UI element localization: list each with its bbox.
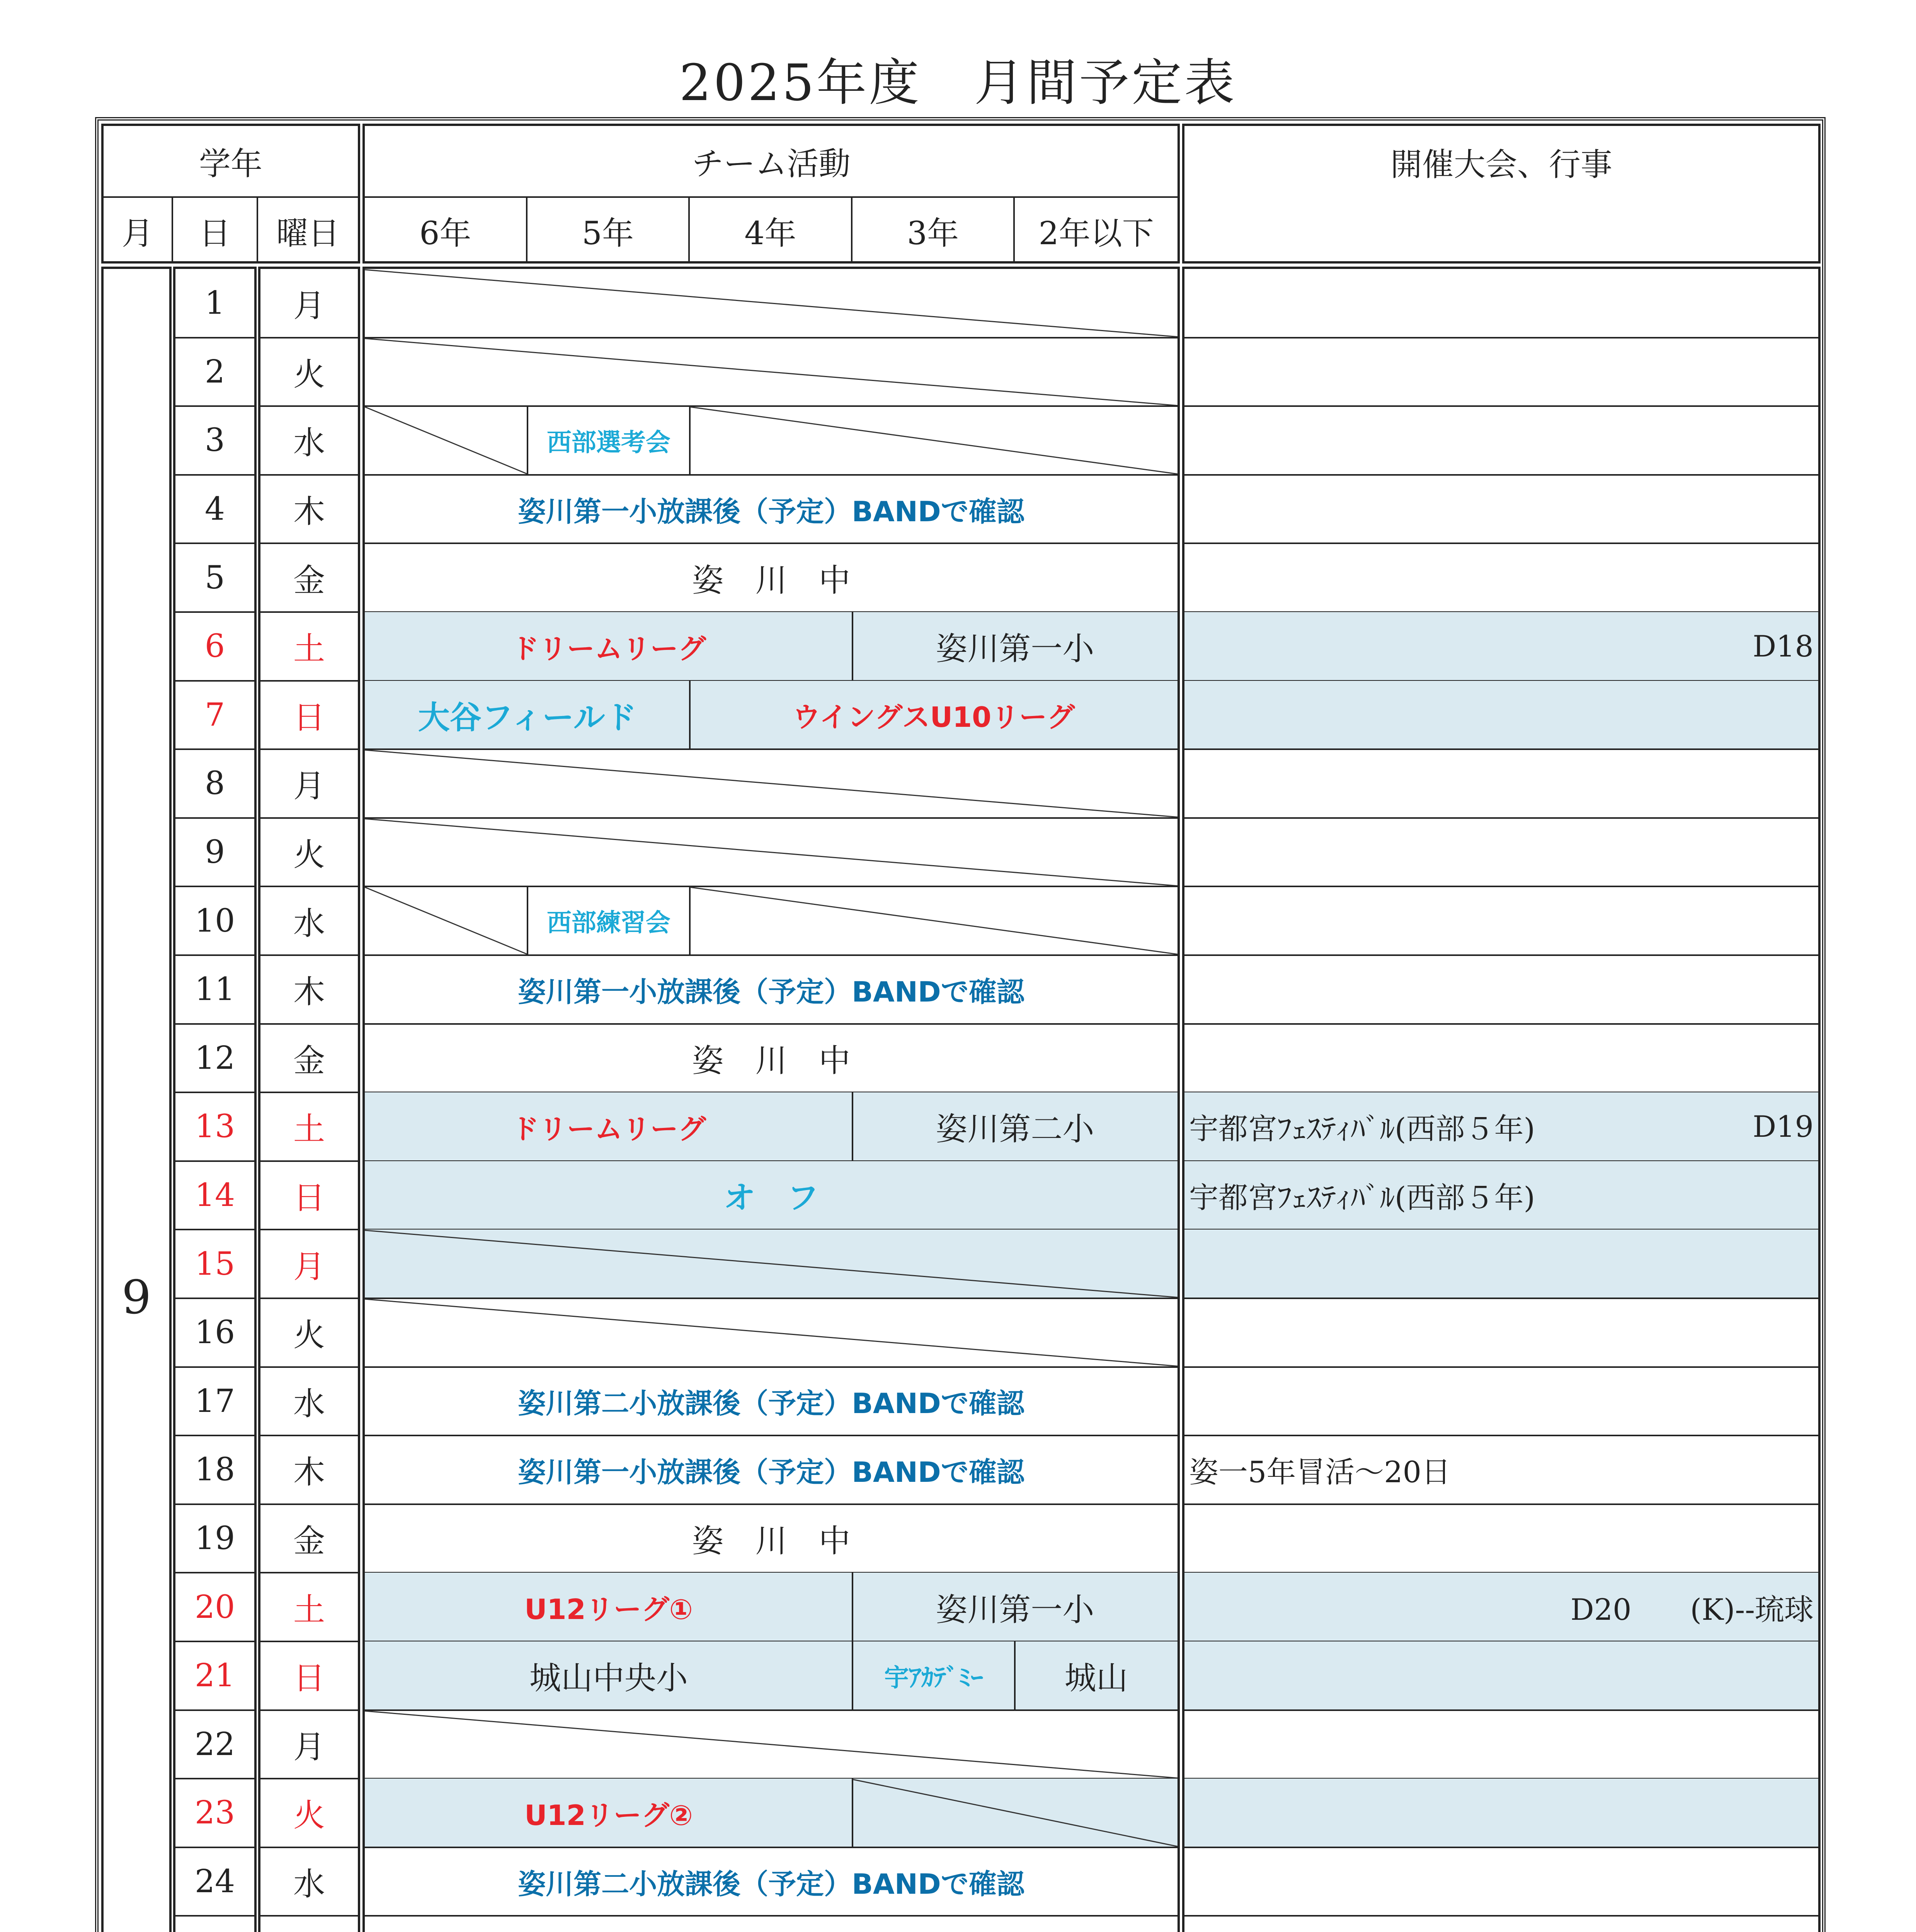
team-activity: 姿 川 中 (692, 1042, 851, 1079)
team-activity: U12リーグ② (524, 1799, 693, 1832)
day-cell: 6 (204, 628, 225, 665)
weekday-cell: 水 (293, 905, 325, 942)
header-team-box (362, 124, 1180, 264)
team-activity: 姿川第一小放課後（予定）BANDで確認 (518, 1456, 1024, 1488)
header-weekday: 曜日 (276, 215, 340, 252)
weekday-cell (260, 1916, 358, 1932)
header-events: 開催大会、行事 (1390, 146, 1612, 183)
team-activity: 姿川第二小放課後（予定）BANDで確認 (518, 1387, 1024, 1420)
day-cell: 1 (204, 285, 225, 322)
weekday-cell: 日 (293, 699, 325, 736)
header-grade-5: 2年以下 (1038, 215, 1154, 252)
day-cell: 10 (194, 902, 235, 939)
weekday-cell: 土 (293, 631, 325, 668)
team-activity: 姿川第一小 (936, 631, 1094, 668)
day-cell: 11 (194, 971, 235, 1008)
team-activity: U12リーグ① (524, 1593, 693, 1626)
event-text: 姿一5年冒活～20日 (1189, 1455, 1451, 1490)
event-text: 宇都宮ﾌｪｽﾃｨﾊﾞﾙ(西部５年) (1189, 1112, 1535, 1146)
row-divider (1182, 1298, 1821, 1299)
day-cell: 9 (204, 834, 225, 871)
page-title: 2025年度 月間予定表 (679, 53, 1237, 112)
day-cell: 8 (204, 765, 225, 802)
day-cell: 15 (194, 1245, 235, 1282)
weekday-cell: 月 (293, 1728, 325, 1765)
day-cell: 4 (204, 491, 225, 528)
team-activity: 城山 (1064, 1660, 1128, 1697)
row-divider (1182, 748, 1821, 750)
weekday-cell: 水 (293, 1385, 325, 1422)
weekday-cell: 火 (293, 356, 325, 393)
team-activity: 宇ｱｶﾃﾞﾐｰ (884, 1663, 984, 1692)
event-code: D20 (K)--琉球 (1570, 1592, 1814, 1627)
day-cell: 21 (194, 1657, 235, 1694)
team-activity: 城山中央小 (529, 1660, 688, 1697)
day-cell: 23 (194, 1794, 235, 1832)
no-activity-slash (853, 1779, 1178, 1847)
no-activity-slash (365, 818, 1178, 887)
month-box (101, 267, 172, 1932)
team-activity: 姿川第一小放課後（予定）BANDで確認 (518, 975, 1024, 1008)
segment-divider (1014, 1641, 1016, 1710)
team-activity: ドリームリーグ (511, 1112, 706, 1145)
no-activity-slash (365, 1298, 1178, 1367)
day-cell: 22 (194, 1726, 235, 1763)
day-cell: 12 (194, 1039, 235, 1077)
row-divider (1182, 1915, 1821, 1917)
event-code: D19 (1753, 1109, 1814, 1144)
team-activity: ウイングスU10リーグ (792, 701, 1075, 734)
header-month: 月 (104, 198, 173, 264)
row-divider (1182, 817, 1821, 819)
day-cell: 17 (194, 1383, 235, 1420)
weekday-cell: 金 (293, 1042, 325, 1079)
row-divider (1182, 886, 1821, 887)
weekday-cell: 日 (293, 1660, 325, 1697)
row-divider (1182, 543, 1821, 544)
team-activity: 姿川第一小放課後（予定）BANDで確認 (518, 495, 1024, 528)
row-divider (1182, 337, 1821, 338)
row-divider (1182, 1023, 1821, 1025)
day-cell (175, 1916, 254, 1932)
day-cell: 19 (194, 1520, 235, 1557)
no-activity-slash (365, 269, 1178, 338)
header-grade-1: 6年 (365, 198, 527, 264)
no-activity-slash (365, 406, 527, 475)
weekday-cell: 金 (293, 1523, 325, 1560)
header-team: チーム活動 (365, 126, 1178, 198)
row-divider (1182, 1847, 1821, 1848)
weekday-cell: 木 (293, 493, 325, 531)
team-activity: 西部選考会 (546, 428, 670, 457)
event-text: 宇都宮ﾌｪｽﾃｨﾊﾞﾙ(西部５年) (1189, 1180, 1535, 1215)
event-code: D18 (1753, 629, 1814, 664)
weekday-cell: 月 (293, 1248, 325, 1285)
row-divider (1182, 474, 1821, 476)
no-activity-slash (690, 886, 1178, 955)
no-activity-slash (365, 1710, 1178, 1779)
team-activity: 姿川第二小 (936, 1111, 1094, 1148)
row-divider (1182, 954, 1821, 956)
weekday-cell: 土 (293, 1591, 325, 1628)
weekday-cell: 木 (293, 974, 325, 1011)
team-activity (365, 1916, 1178, 1932)
team-activity: 西部練習会 (546, 909, 670, 938)
no-activity-slash (690, 406, 1178, 475)
team-activity: 大谷フィールド (418, 699, 637, 736)
row-divider (1182, 1503, 1821, 1505)
segment-divider (852, 1641, 853, 1710)
weekday-cell: 月 (293, 768, 325, 805)
segment-divider (689, 681, 691, 750)
weekend-highlight (1184, 1641, 1818, 1710)
weekend-highlight (1184, 681, 1818, 750)
weekday-cell: 水 (293, 1866, 325, 1903)
team-activity: オ フ (723, 1180, 819, 1217)
day-cell: 24 (194, 1863, 235, 1900)
header-grade-box (101, 124, 360, 264)
team-activity: 姿 川 中 (692, 562, 851, 599)
day-cell: 14 (194, 1177, 235, 1214)
no-activity-slash (365, 338, 1178, 406)
header-grade: 学年 (104, 126, 358, 198)
no-activity-slash (365, 1230, 1178, 1298)
day-cell: 18 (194, 1451, 235, 1488)
team-activity: 姿川第二小放課後（予定）BANDで確認 (518, 1867, 1024, 1900)
segment-divider (852, 612, 853, 681)
day-cell: 7 (204, 696, 225, 733)
weekday-cell: 火 (293, 837, 325, 874)
row-divider (1182, 1709, 1821, 1711)
day-cell: 13 (194, 1108, 235, 1145)
team-activity: 姿川第一小 (936, 1591, 1094, 1628)
team-activity: ドリームリーグ (511, 632, 706, 665)
weekend-highlight (1184, 1779, 1818, 1847)
day-cell: 2 (204, 353, 225, 390)
weekday-cell: 金 (293, 562, 325, 599)
team-activity: 姿 川 中 (692, 1523, 851, 1560)
header-day: 日 (173, 198, 258, 264)
day-cell: 3 (204, 422, 225, 459)
row-divider (1182, 405, 1821, 407)
weekday-cell: 月 (293, 287, 325, 325)
header-grade-2: 5年 (527, 198, 690, 264)
weekday-cell: 木 (293, 1454, 325, 1491)
day-cell: 20 (194, 1588, 235, 1626)
no-activity-slash (365, 749, 1178, 818)
segment-divider (852, 1573, 853, 1641)
weekend-highlight (1184, 1230, 1818, 1298)
weekday-cell: 水 (293, 425, 325, 462)
row-divider (1182, 1366, 1821, 1368)
header-grade-4: 3年 (853, 198, 1015, 264)
header-events-box (1182, 124, 1821, 264)
header-grade-3: 4年 (690, 198, 853, 264)
month-value: 9 (121, 1271, 151, 1325)
segment-divider (852, 1092, 853, 1161)
day-cell: 16 (194, 1314, 235, 1351)
day-cell: 5 (204, 559, 225, 596)
weekday-cell: 土 (293, 1111, 325, 1148)
weekday-cell: 火 (293, 1317, 325, 1354)
weekday-cell: 日 (293, 1180, 325, 1217)
no-activity-slash (365, 886, 527, 955)
weekday-cell: 火 (293, 1797, 325, 1834)
